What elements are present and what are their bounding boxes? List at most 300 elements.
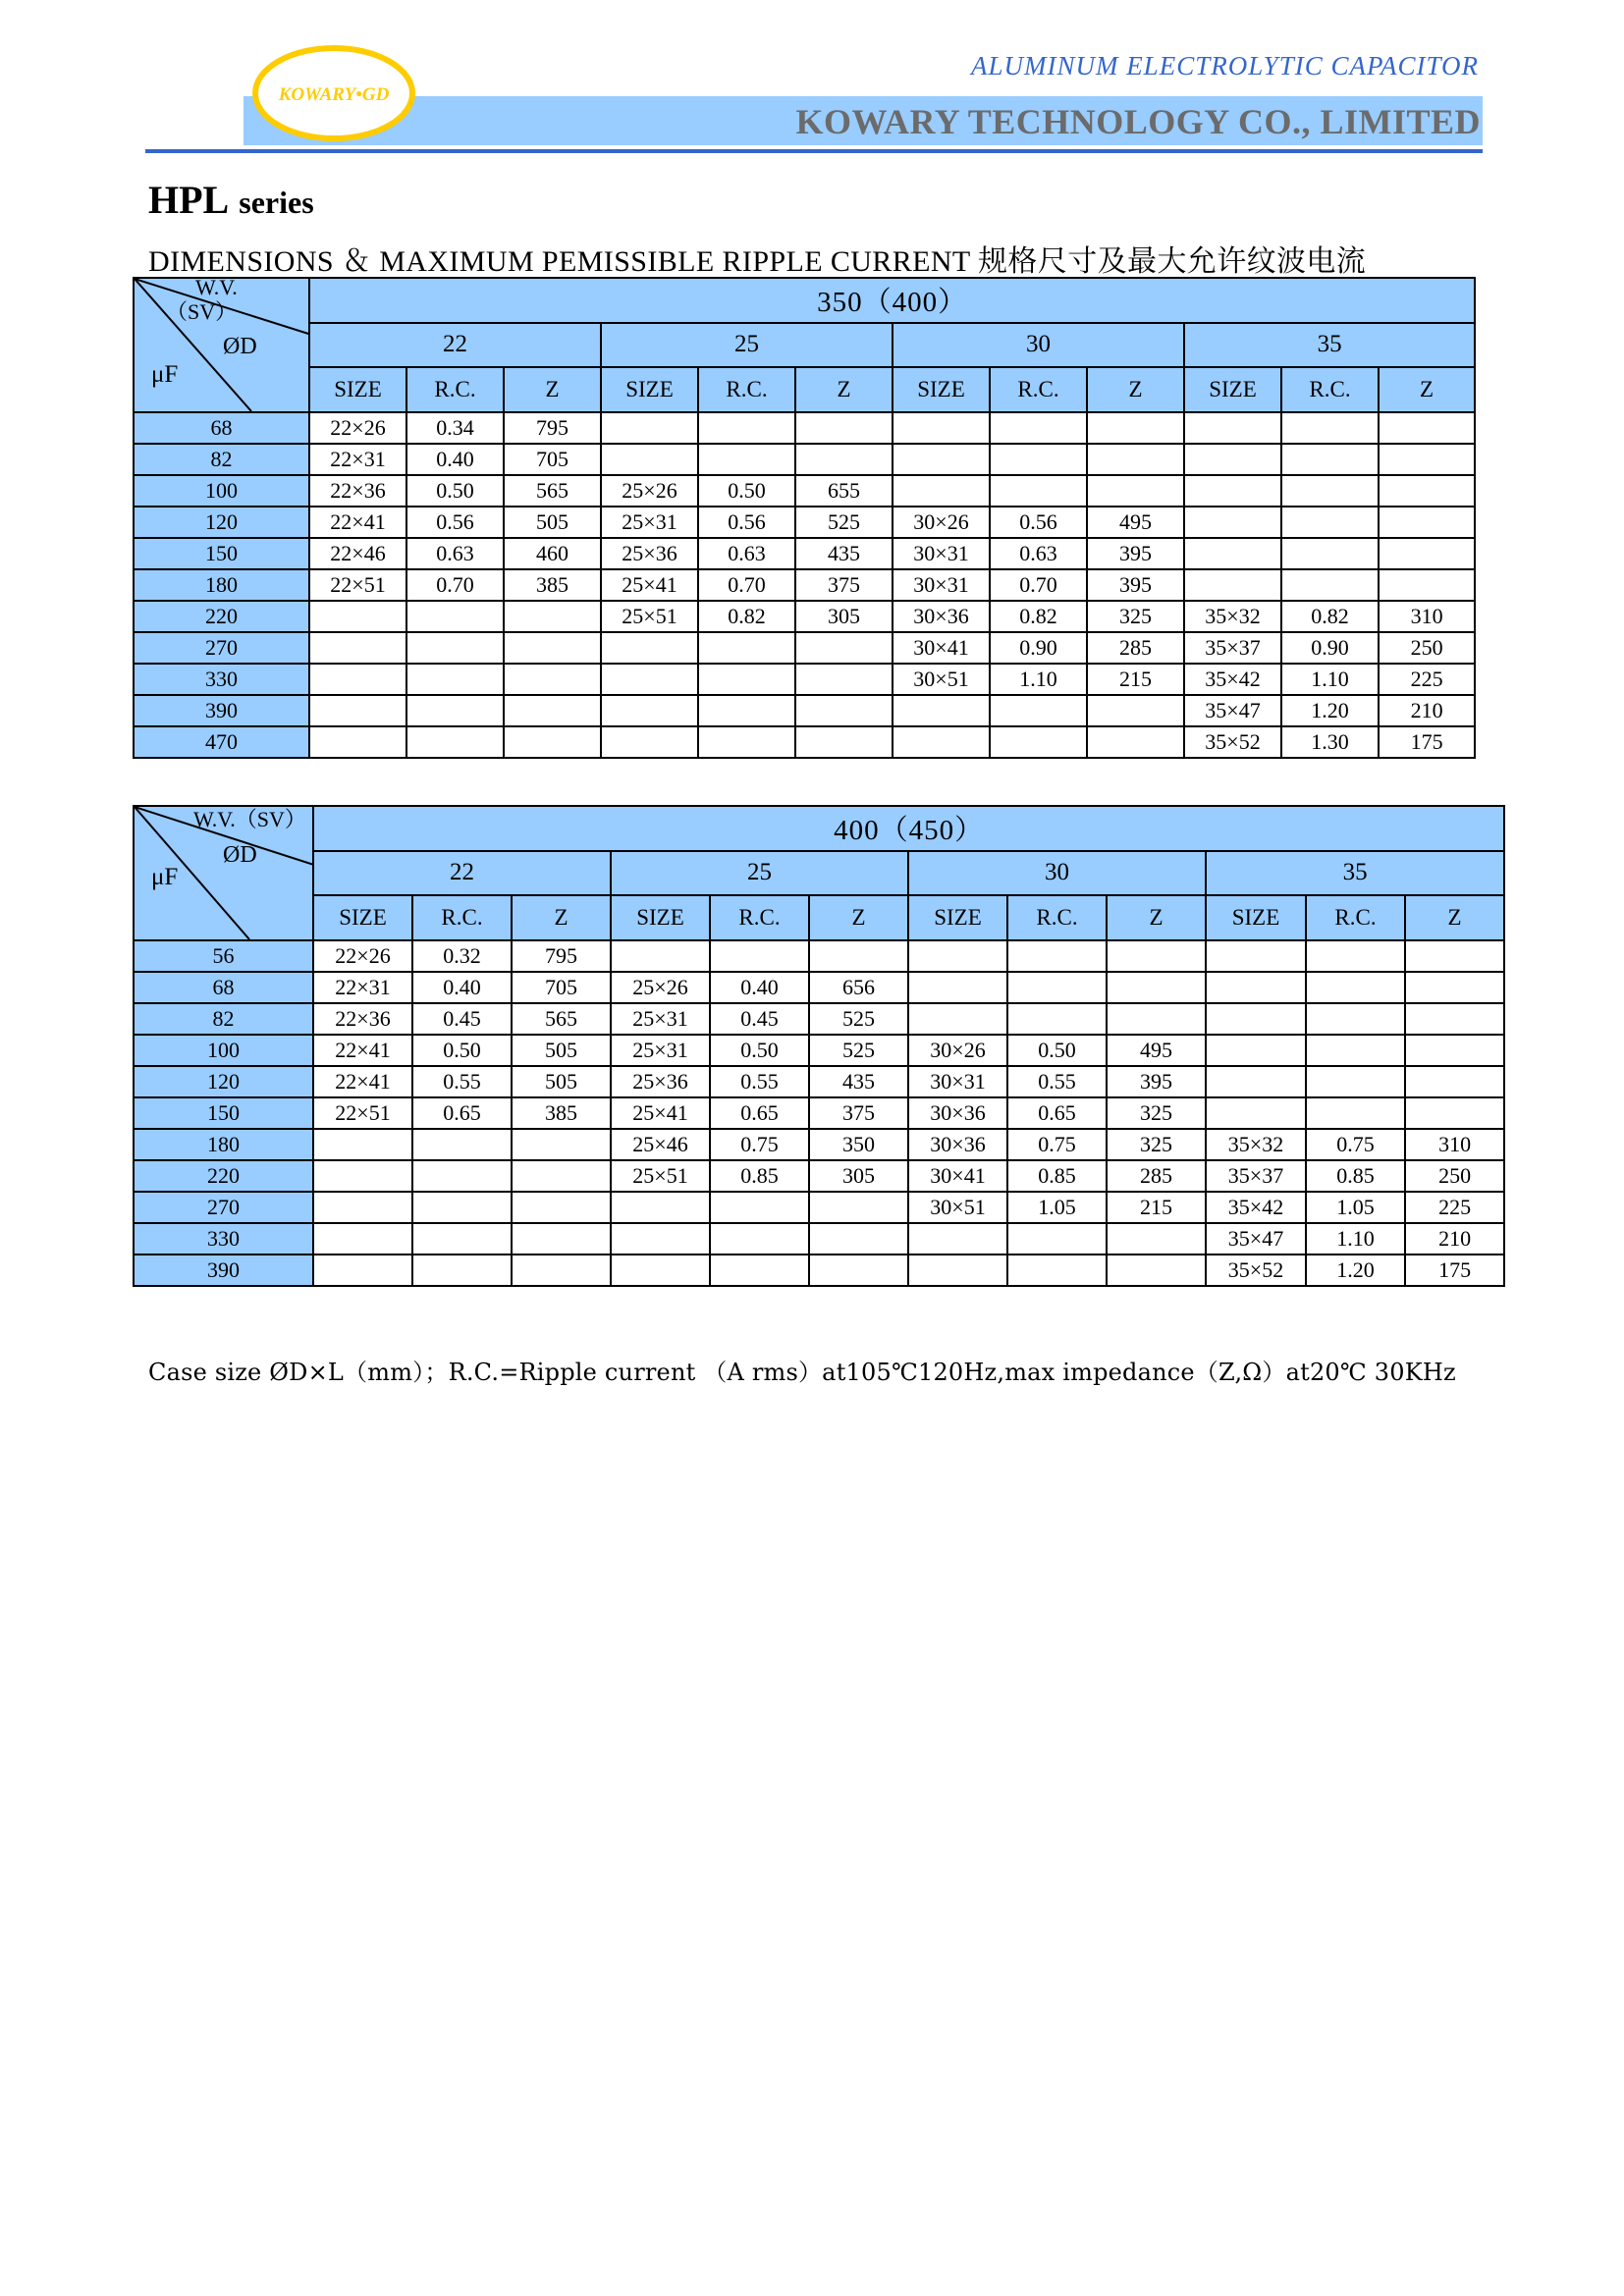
size-cell xyxy=(313,1129,412,1160)
voltage-header: 400（450） xyxy=(313,806,1504,851)
ripple-current-cell: 0.85 xyxy=(1306,1160,1405,1192)
ripple-current-cell: 0.82 xyxy=(990,601,1087,632)
ripple-current-cell: 1.10 xyxy=(990,664,1087,695)
size-cell: 30×51 xyxy=(893,664,990,695)
capacitance-cell: 150 xyxy=(134,1097,313,1129)
column-header: R.C. xyxy=(406,367,504,412)
ripple-current-cell: 1.20 xyxy=(1281,695,1379,726)
size-cell xyxy=(601,444,698,475)
company-logo xyxy=(252,44,415,142)
table-row xyxy=(134,412,1475,444)
size-cell xyxy=(309,601,406,632)
series-code: HPL xyxy=(148,178,230,222)
size-cell xyxy=(908,1003,1007,1035)
ripple-current-cell: 0.82 xyxy=(1281,601,1379,632)
table-row xyxy=(134,1035,1504,1066)
impedance-cell xyxy=(795,412,893,444)
impedance-cell: 705 xyxy=(512,972,611,1003)
corner-capacitance-label: μF xyxy=(151,864,179,890)
size-cell xyxy=(309,695,406,726)
ripple-current-cell: 0.55 xyxy=(710,1066,809,1097)
company-name: KOWARY TECHNOLOGY CO., LIMITED xyxy=(795,102,1481,141)
ripple-current-cell: 0.75 xyxy=(1306,1129,1405,1160)
size-cell: 22×51 xyxy=(309,569,406,601)
impedance-cell xyxy=(809,1223,908,1255)
size-cell: 35×47 xyxy=(1206,1223,1306,1255)
table-corner-header xyxy=(134,806,313,940)
impedance-cell: 250 xyxy=(1405,1160,1504,1192)
header-subtitle: ALUMINUM ELECTROLYTIC CAPACITOR xyxy=(970,51,1479,80)
impedance-cell: 705 xyxy=(504,444,601,475)
ratings-table-350v xyxy=(133,277,1476,759)
impedance-cell xyxy=(1087,444,1184,475)
size-cell xyxy=(309,726,406,758)
ripple-current-cell xyxy=(1306,1066,1405,1097)
impedance-cell xyxy=(1405,1066,1504,1097)
ripple-current-cell xyxy=(406,695,504,726)
impedance-cell xyxy=(1107,940,1206,972)
ripple-current-cell xyxy=(1007,1223,1107,1255)
size-cell: 22×31 xyxy=(313,972,412,1003)
ripple-current-cell xyxy=(1306,1035,1405,1066)
column-header: R.C. xyxy=(1007,895,1107,940)
impedance-cell: 310 xyxy=(1379,601,1475,632)
impedance-cell: 525 xyxy=(795,507,893,538)
size-cell: 35×52 xyxy=(1206,1255,1306,1286)
ripple-current-cell xyxy=(698,412,795,444)
ripple-current-cell: 0.50 xyxy=(412,1035,512,1066)
impedance-cell: 525 xyxy=(809,1035,908,1066)
ripple-current-cell: 0.63 xyxy=(698,538,795,569)
impedance-cell xyxy=(1405,972,1504,1003)
ripple-current-cell: 0.75 xyxy=(1007,1129,1107,1160)
size-cell: 35×32 xyxy=(1206,1129,1306,1160)
table-row xyxy=(134,972,1504,1003)
capacitance-cell: 220 xyxy=(134,1160,313,1192)
capacitance-cell: 220 xyxy=(134,601,309,632)
size-cell xyxy=(1206,972,1306,1003)
size-cell xyxy=(893,726,990,758)
size-cell xyxy=(908,940,1007,972)
size-cell: 25×36 xyxy=(601,538,698,569)
capacitance-cell: 82 xyxy=(134,444,309,475)
capacitance-cell: 56 xyxy=(134,940,313,972)
ripple-current-cell: 0.63 xyxy=(990,538,1087,569)
impedance-cell: 795 xyxy=(512,940,611,972)
column-header: SIZE xyxy=(611,895,710,940)
impedance-cell: 395 xyxy=(1107,1066,1206,1097)
impedance-cell: 565 xyxy=(504,475,601,507)
diameter-header: 25 xyxy=(611,851,908,896)
size-cell: 30×31 xyxy=(893,538,990,569)
ripple-current-cell: 1.05 xyxy=(1007,1192,1107,1223)
size-cell: 35×37 xyxy=(1184,632,1281,664)
series-word: series xyxy=(239,185,314,220)
size-cell: 30×36 xyxy=(908,1097,1007,1129)
size-cell xyxy=(908,972,1007,1003)
size-cell: 30×41 xyxy=(893,632,990,664)
size-cell: 30×26 xyxy=(908,1035,1007,1066)
ripple-current-cell xyxy=(1306,972,1405,1003)
impedance-cell: 385 xyxy=(504,569,601,601)
size-cell xyxy=(893,412,990,444)
ripple-current-cell xyxy=(698,664,795,695)
size-cell: 22×46 xyxy=(309,538,406,569)
size-cell xyxy=(1206,1003,1306,1035)
capacitance-cell: 390 xyxy=(134,695,309,726)
table-row xyxy=(134,726,1475,758)
impedance-cell xyxy=(795,632,893,664)
ripple-current-cell xyxy=(710,1192,809,1223)
size-cell xyxy=(313,1223,412,1255)
ripple-current-cell: 0.50 xyxy=(1007,1035,1107,1066)
capacitance-cell: 330 xyxy=(134,1223,313,1255)
table-row xyxy=(134,1255,1504,1286)
table-row xyxy=(134,507,1475,538)
impedance-cell xyxy=(1379,412,1475,444)
column-header: Z xyxy=(795,367,893,412)
table-row xyxy=(134,1097,1504,1129)
impedance-cell: 225 xyxy=(1379,664,1475,695)
diameter-header: 35 xyxy=(1184,323,1475,368)
column-header: R.C. xyxy=(412,895,512,940)
column-header: Z xyxy=(809,895,908,940)
ripple-current-cell: 0.90 xyxy=(990,632,1087,664)
ripple-current-cell: 1.05 xyxy=(1306,1192,1405,1223)
size-cell: 22×36 xyxy=(309,475,406,507)
size-cell: 25×51 xyxy=(601,601,698,632)
ripple-current-cell: 0.45 xyxy=(412,1003,512,1035)
impedance-cell xyxy=(1405,1035,1504,1066)
impedance-cell xyxy=(1087,475,1184,507)
size-cell: 22×51 xyxy=(313,1097,412,1129)
column-header: Z xyxy=(1107,895,1206,940)
ripple-current-cell xyxy=(1306,1097,1405,1129)
impedance-cell: 505 xyxy=(504,507,601,538)
column-header: R.C. xyxy=(1281,367,1379,412)
size-cell: 22×26 xyxy=(309,412,406,444)
size-cell: 25×31 xyxy=(601,507,698,538)
ripple-current-cell: 0.63 xyxy=(406,538,504,569)
ripple-current-cell: 0.40 xyxy=(412,972,512,1003)
table-body xyxy=(134,940,1504,1286)
column-header: Z xyxy=(1379,367,1475,412)
size-cell xyxy=(1206,1066,1306,1097)
impedance-cell xyxy=(504,632,601,664)
impedance-cell: 285 xyxy=(1107,1160,1206,1192)
ripple-current-cell: 0.55 xyxy=(412,1066,512,1097)
capacitance-cell: 100 xyxy=(134,475,309,507)
impedance-cell: 325 xyxy=(1087,601,1184,632)
impedance-cell xyxy=(504,695,601,726)
impedance-cell: 350 xyxy=(809,1129,908,1160)
ripple-current-cell: 0.34 xyxy=(406,412,504,444)
size-cell xyxy=(1206,1035,1306,1066)
impedance-cell: 565 xyxy=(512,1003,611,1035)
size-cell: 30×31 xyxy=(908,1066,1007,1097)
size-cell: 35×37 xyxy=(1206,1160,1306,1192)
impedance-cell: 385 xyxy=(512,1097,611,1129)
page-header xyxy=(0,0,1624,167)
impedance-cell: 395 xyxy=(1087,569,1184,601)
ripple-current-cell: 0.55 xyxy=(1007,1066,1107,1097)
impedance-cell xyxy=(809,1192,908,1223)
column-header: SIZE xyxy=(893,367,990,412)
ripple-current-cell xyxy=(412,1129,512,1160)
series-title xyxy=(148,177,314,223)
size-cell xyxy=(908,1223,1007,1255)
ripple-current-cell xyxy=(412,1255,512,1286)
diameter-header: 30 xyxy=(893,323,1184,368)
impedance-cell: 655 xyxy=(795,475,893,507)
ripple-current-cell xyxy=(1281,507,1379,538)
impedance-cell: 435 xyxy=(809,1066,908,1097)
size-cell xyxy=(1206,940,1306,972)
size-cell: 22×41 xyxy=(313,1066,412,1097)
footnote: Case size ØD×L（mm）；R.C.=Ripple current （A rms）at105℃120Hz,max impedance（Z,Ω）at20℃ 30KHz xyxy=(148,1359,1456,1386)
column-header: Z xyxy=(1087,367,1184,412)
size-cell xyxy=(309,664,406,695)
impedance-cell xyxy=(1087,726,1184,758)
size-cell xyxy=(1184,538,1281,569)
table-row xyxy=(134,1129,1504,1160)
size-cell: 35×42 xyxy=(1184,664,1281,695)
impedance-cell xyxy=(512,1223,611,1255)
size-cell xyxy=(601,664,698,695)
ripple-current-cell: 1.20 xyxy=(1306,1255,1405,1286)
size-cell xyxy=(601,695,698,726)
impedance-cell: 505 xyxy=(512,1066,611,1097)
diameter-header: 22 xyxy=(309,323,601,368)
table-row xyxy=(134,601,1475,632)
capacitance-cell: 82 xyxy=(134,1003,313,1035)
size-cell: 25×51 xyxy=(611,1160,710,1192)
capacitance-cell: 180 xyxy=(134,569,309,601)
ripple-current-cell xyxy=(1281,412,1379,444)
column-header: R.C. xyxy=(990,367,1087,412)
impedance-cell xyxy=(512,1160,611,1192)
ripple-current-cell: 0.85 xyxy=(710,1160,809,1192)
impedance-cell: 495 xyxy=(1107,1035,1206,1066)
impedance-cell: 225 xyxy=(1405,1192,1504,1223)
ripple-current-cell xyxy=(698,726,795,758)
column-header: SIZE xyxy=(908,895,1007,940)
ripple-current-cell xyxy=(412,1223,512,1255)
impedance-cell xyxy=(1107,972,1206,1003)
size-cell: 22×41 xyxy=(309,507,406,538)
impedance-cell xyxy=(1405,1003,1504,1035)
size-cell xyxy=(893,475,990,507)
ripple-current-cell: 0.65 xyxy=(1007,1097,1107,1129)
column-header: SIZE xyxy=(313,895,412,940)
column-header: R.C. xyxy=(1306,895,1405,940)
corner-sv-label: （SV） xyxy=(166,299,238,324)
ripple-current-cell: 0.56 xyxy=(406,507,504,538)
size-cell xyxy=(601,412,698,444)
impedance-cell xyxy=(1379,569,1475,601)
corner-wv-label: W.V.（SV） xyxy=(193,807,306,831)
column-header: SIZE xyxy=(601,367,698,412)
size-cell xyxy=(1184,569,1281,601)
impedance-cell: 395 xyxy=(1087,538,1184,569)
impedance-cell xyxy=(1405,940,1504,972)
size-cell: 30×26 xyxy=(893,507,990,538)
capacitance-cell: 120 xyxy=(134,1066,313,1097)
impedance-cell xyxy=(504,664,601,695)
header-rule xyxy=(145,149,1483,153)
impedance-cell: 495 xyxy=(1087,507,1184,538)
column-header: SIZE xyxy=(1184,367,1281,412)
corner-capacitance-label: μF xyxy=(151,361,179,388)
ripple-current-cell: 1.30 xyxy=(1281,726,1379,758)
size-cell: 30×41 xyxy=(908,1160,1007,1192)
impedance-cell: 305 xyxy=(809,1160,908,1192)
impedance-cell xyxy=(512,1255,611,1286)
impedance-cell xyxy=(1379,444,1475,475)
size-cell: 25×41 xyxy=(601,569,698,601)
size-cell xyxy=(611,1223,710,1255)
ripple-current-cell xyxy=(406,726,504,758)
ripple-current-cell xyxy=(1007,1255,1107,1286)
column-header: R.C. xyxy=(710,895,809,940)
ripple-current-cell xyxy=(698,632,795,664)
size-cell xyxy=(313,1255,412,1286)
impedance-cell: 215 xyxy=(1087,664,1184,695)
impedance-cell: 325 xyxy=(1107,1129,1206,1160)
size-cell: 30×36 xyxy=(893,601,990,632)
ripple-current-cell: 0.50 xyxy=(698,475,795,507)
impedance-cell: 175 xyxy=(1405,1255,1504,1286)
impedance-cell: 375 xyxy=(795,569,893,601)
ripple-current-cell xyxy=(412,1160,512,1192)
table-row xyxy=(134,444,1475,475)
impedance-cell: 525 xyxy=(809,1003,908,1035)
size-cell: 30×31 xyxy=(893,569,990,601)
ripple-current-cell: 0.40 xyxy=(406,444,504,475)
ripple-current-cell xyxy=(1281,444,1379,475)
header-band-gap xyxy=(145,96,244,145)
table-row xyxy=(134,569,1475,601)
capacitance-cell: 68 xyxy=(134,412,309,444)
capacitance-cell: 100 xyxy=(134,1035,313,1066)
column-header: SIZE xyxy=(1206,895,1306,940)
diameter-header: 30 xyxy=(908,851,1206,896)
impedance-cell: 656 xyxy=(809,972,908,1003)
ripple-current-cell xyxy=(1281,475,1379,507)
ripple-current-cell: 0.45 xyxy=(710,1003,809,1035)
ripple-current-cell: 0.40 xyxy=(710,972,809,1003)
impedance-cell: 375 xyxy=(809,1097,908,1129)
impedance-cell xyxy=(809,940,908,972)
size-cell: 35×32 xyxy=(1184,601,1281,632)
table-row xyxy=(134,1066,1504,1097)
impedance-cell xyxy=(512,1192,611,1223)
table-row xyxy=(134,1192,1504,1223)
size-cell xyxy=(601,632,698,664)
size-cell xyxy=(1206,1097,1306,1129)
ripple-current-cell: 1.10 xyxy=(1281,664,1379,695)
impedance-cell: 175 xyxy=(1379,726,1475,758)
impedance-cell xyxy=(504,726,601,758)
size-cell xyxy=(893,695,990,726)
table-row xyxy=(134,664,1475,695)
size-cell: 35×47 xyxy=(1184,695,1281,726)
ripple-current-cell xyxy=(710,1255,809,1286)
ripple-current-cell: 0.65 xyxy=(710,1097,809,1129)
column-header: Z xyxy=(504,367,601,412)
impedance-cell: 210 xyxy=(1405,1223,1504,1255)
table-row xyxy=(134,1003,1504,1035)
size-cell: 22×31 xyxy=(309,444,406,475)
impedance-cell: 210 xyxy=(1379,695,1475,726)
ripple-current-cell: 0.70 xyxy=(406,569,504,601)
impedance-cell: 285 xyxy=(1087,632,1184,664)
ripple-current-cell: 0.90 xyxy=(1281,632,1379,664)
ripple-current-cell xyxy=(412,1192,512,1223)
capacitance-cell: 330 xyxy=(134,664,309,695)
ripple-current-cell xyxy=(990,726,1087,758)
ripple-current-cell xyxy=(698,695,795,726)
ratings-table-400v xyxy=(133,805,1505,1287)
ripple-current-cell: 0.75 xyxy=(710,1129,809,1160)
impedance-cell xyxy=(795,695,893,726)
diameter-header: 22 xyxy=(313,851,611,896)
capacitance-cell: 120 xyxy=(134,507,309,538)
ripple-current-cell xyxy=(1007,972,1107,1003)
size-cell xyxy=(309,632,406,664)
capacitance-cell: 270 xyxy=(134,1192,313,1223)
capacitance-cell: 150 xyxy=(134,538,309,569)
table-row xyxy=(134,1160,1504,1192)
ripple-current-cell xyxy=(1007,1003,1107,1035)
impedance-cell: 505 xyxy=(512,1035,611,1066)
size-cell: 25×41 xyxy=(611,1097,710,1129)
ripple-current-cell xyxy=(990,444,1087,475)
impedance-cell xyxy=(795,444,893,475)
impedance-cell xyxy=(1405,1097,1504,1129)
diameter-header: 25 xyxy=(601,323,893,368)
impedance-cell: 305 xyxy=(795,601,893,632)
impedance-cell xyxy=(1087,695,1184,726)
impedance-cell xyxy=(504,601,601,632)
capacitance-cell: 270 xyxy=(134,632,309,664)
ripple-current-cell xyxy=(1281,538,1379,569)
size-cell xyxy=(893,444,990,475)
table-row xyxy=(134,695,1475,726)
corner-diameter-label: ØD xyxy=(223,842,257,868)
ripple-current-cell xyxy=(990,695,1087,726)
size-cell xyxy=(313,1192,412,1223)
impedance-cell xyxy=(1379,507,1475,538)
ripple-current-cell xyxy=(710,1223,809,1255)
size-cell: 25×31 xyxy=(611,1003,710,1035)
ripple-current-cell xyxy=(990,412,1087,444)
impedance-cell xyxy=(512,1129,611,1160)
ripple-current-cell: 0.70 xyxy=(990,569,1087,601)
impedance-cell: 310 xyxy=(1405,1129,1504,1160)
ripple-current-cell: 0.50 xyxy=(710,1035,809,1066)
size-cell: 30×36 xyxy=(908,1129,1007,1160)
impedance-cell xyxy=(1379,538,1475,569)
diameter-header: 35 xyxy=(1206,851,1504,896)
table-body xyxy=(134,412,1475,758)
ripple-current-cell xyxy=(990,475,1087,507)
capacitance-cell: 390 xyxy=(134,1255,313,1286)
impedance-cell: 435 xyxy=(795,538,893,569)
size-cell xyxy=(1184,507,1281,538)
size-cell: 22×41 xyxy=(313,1035,412,1066)
impedance-cell xyxy=(1087,412,1184,444)
